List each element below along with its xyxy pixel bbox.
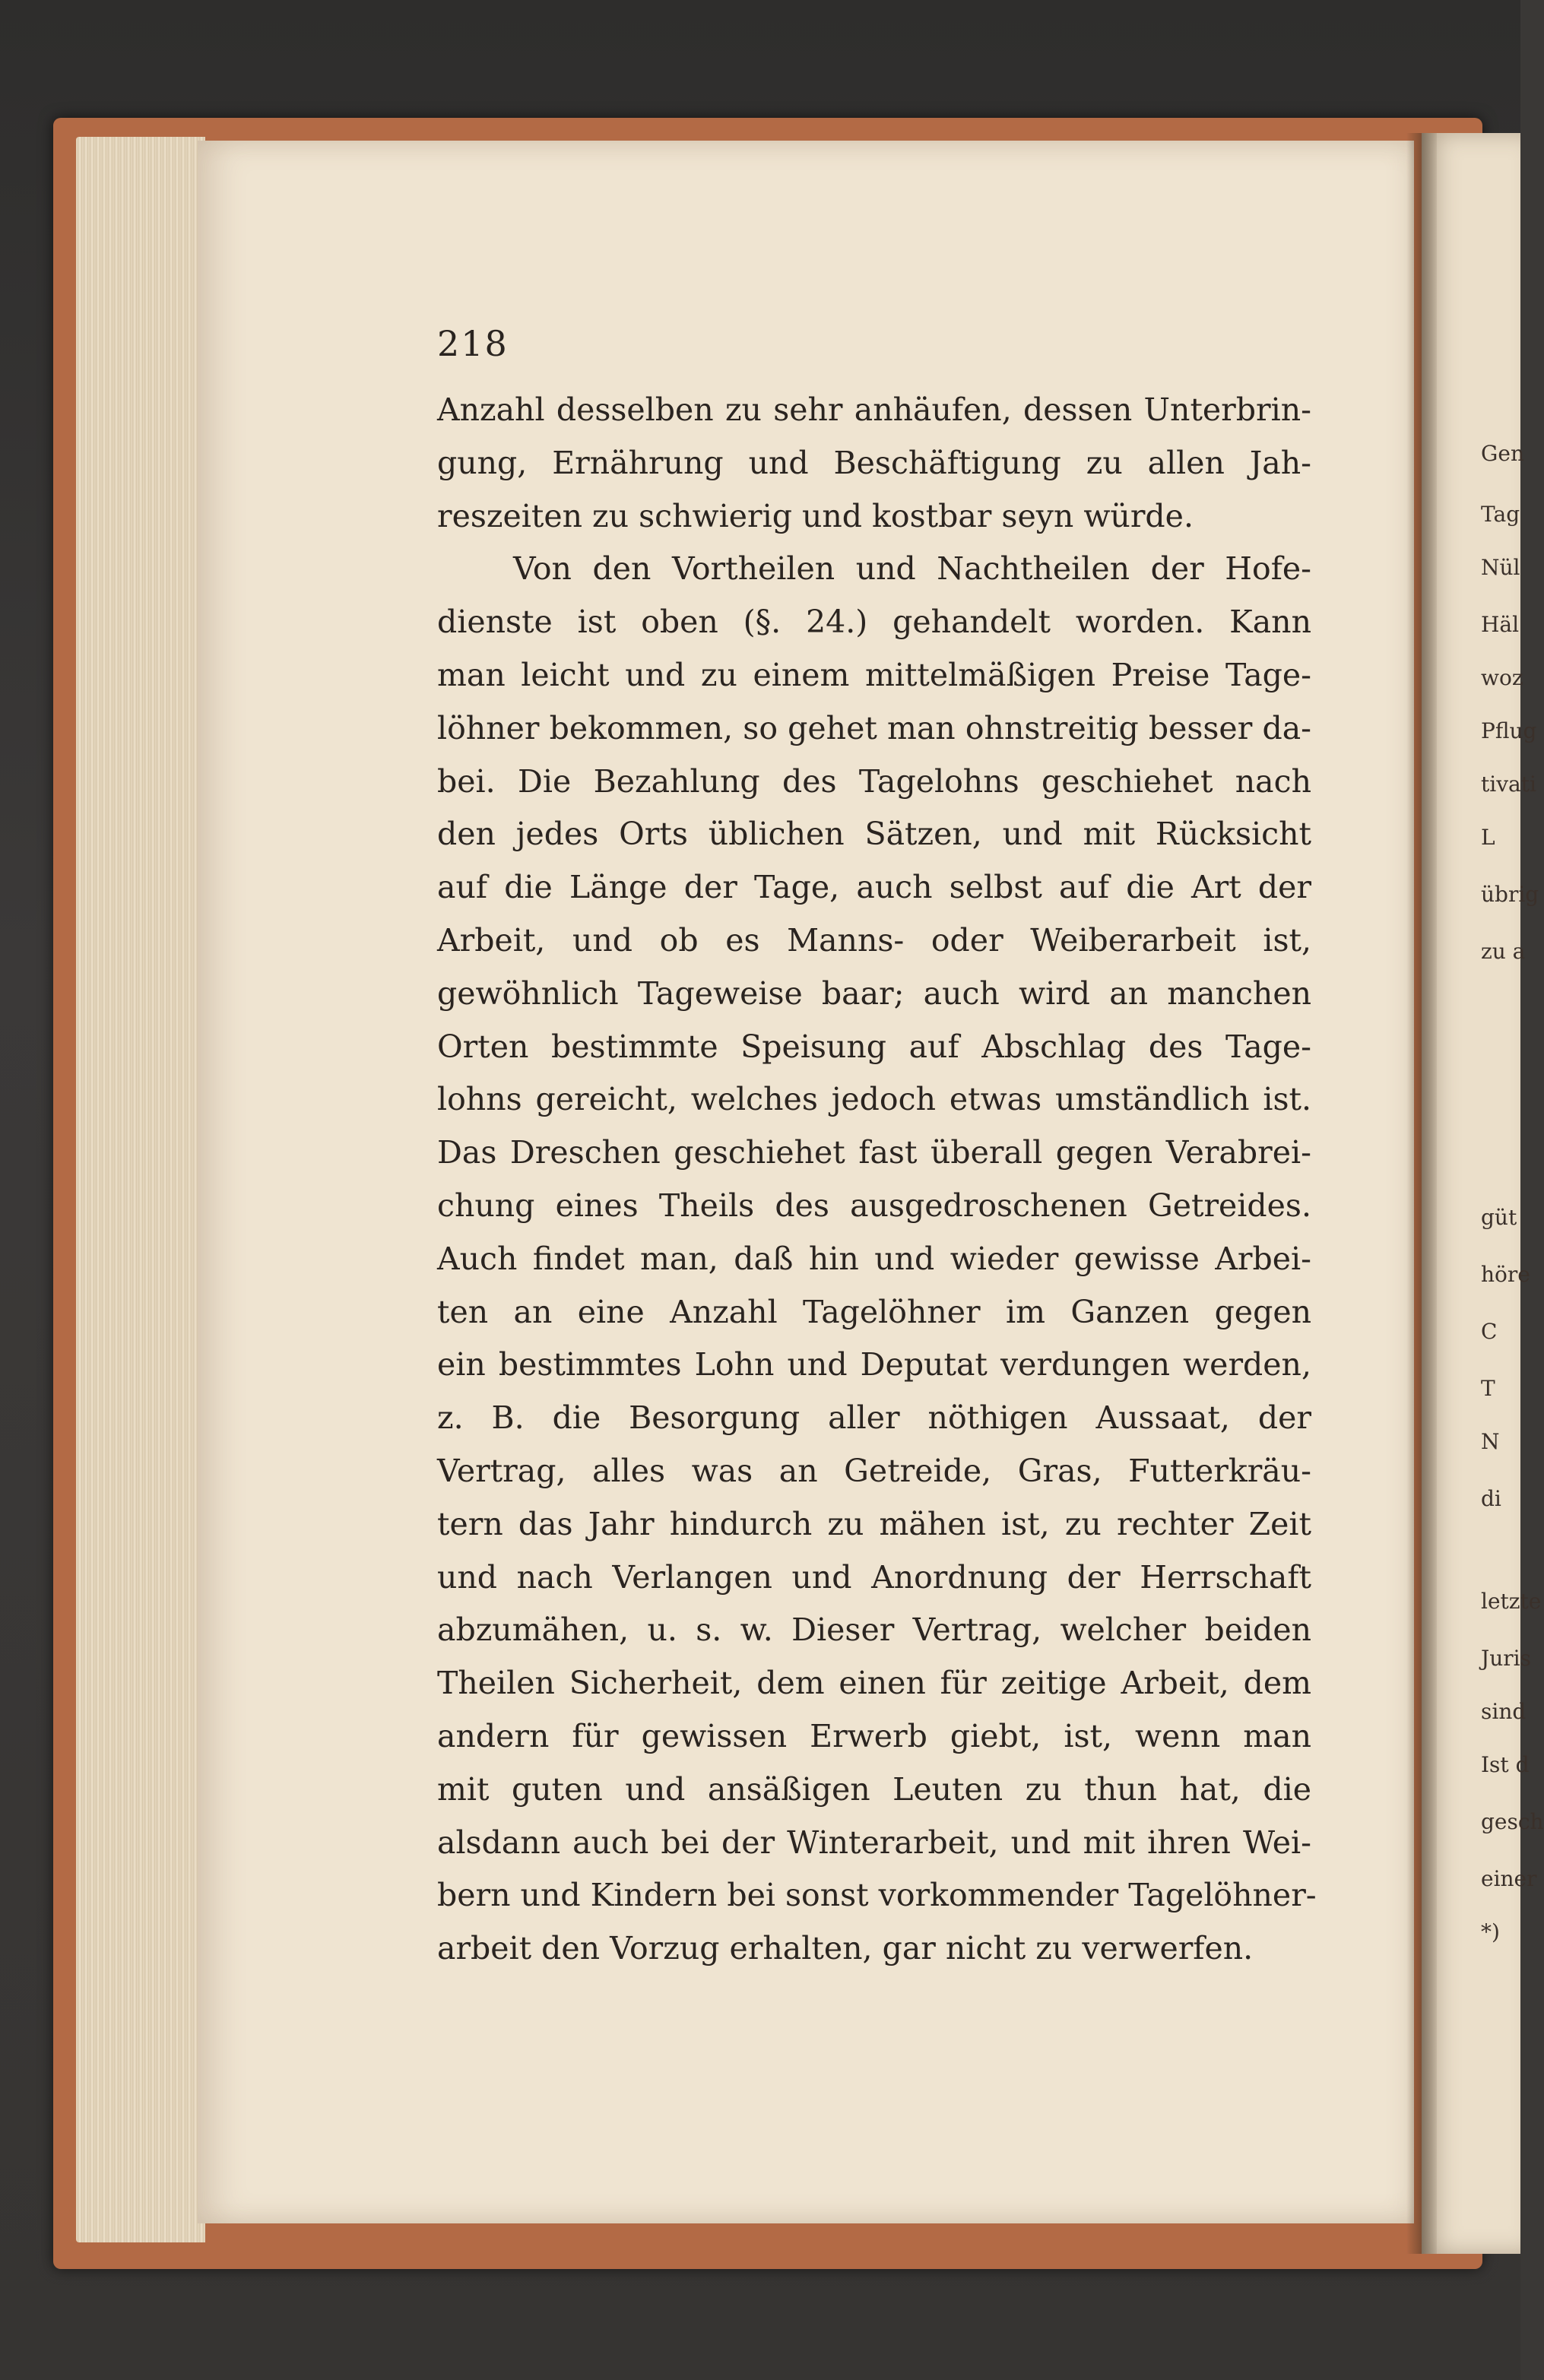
text-line: andern für gewissen Erwerb giebt, ist, wenn man bbox=[437, 1717, 1311, 1754]
text-line: chung eines Theils des ausgedroschenen Getreides. bbox=[437, 1187, 1311, 1224]
text-line: auf die Länge der Tage, auch selbst auf die Art der bbox=[437, 869, 1311, 906]
margin-fragment: L bbox=[1481, 825, 1495, 850]
margin-fragment: zu a bbox=[1481, 939, 1526, 964]
margin-fragment: *) bbox=[1481, 1919, 1500, 1944]
text-line: z. B. die Besorgung aller nöthigen Aussaat, der bbox=[437, 1399, 1311, 1437]
text-line: Arbeit, und ob es Manns- oder Weiberarbeit ist, bbox=[437, 921, 1311, 959]
page-number: 218 bbox=[437, 323, 509, 364]
text-line: Auch findet man, daß hin und wieder gewisse Arbei- bbox=[437, 1240, 1311, 1277]
text-line: gewöhnlich Tageweise baar; auch wird an manchen bbox=[437, 975, 1311, 1012]
margin-fragment: Juris bbox=[1481, 1646, 1531, 1671]
text-line: arbeit den Vorzug erhalten, gar nicht zu verwerfen. bbox=[437, 1930, 1254, 1967]
text-line: alsdann auch bei der Winterarbeit, und mit ihren Wei- bbox=[437, 1824, 1311, 1861]
margin-fragment: Ist d bbox=[1481, 1752, 1530, 1777]
margin-fragment: Tag bbox=[1481, 502, 1520, 527]
text-line: ten an eine Anzahl Tagelöhner im Ganzen gegen bbox=[437, 1293, 1311, 1330]
margin-fragment: T bbox=[1481, 1376, 1495, 1401]
body-text bbox=[437, 384, 1317, 1976]
margin-fragment: sind bbox=[1481, 1699, 1527, 1724]
gutter-shadow bbox=[1406, 133, 1437, 2254]
text-line: Das Dreschen geschiehet fast überall gegen Verabrei- bbox=[437, 1134, 1311, 1171]
margin-fragment: einer bbox=[1481, 1866, 1537, 1891]
text-line: den jedes Orts üblichen Sätzen, und mit Rücksicht bbox=[437, 816, 1311, 853]
text-line: mit guten und ansäßigen Leuten zu thun hat, die bbox=[437, 1770, 1311, 1808]
margin-fragment: Nül bbox=[1481, 555, 1520, 580]
text-line: löhner bekommen, so gehet man ohnstreitig besser da- bbox=[437, 709, 1311, 746]
margin-fragment: N bbox=[1481, 1429, 1500, 1454]
text-line: und nach Verlangen und Anordnung der Herrschaft bbox=[437, 1558, 1311, 1596]
margin-fragment: übrig bbox=[1481, 882, 1539, 907]
margin-fragment: C bbox=[1481, 1319, 1498, 1344]
text-line: Von den Vortheilen und Nachtheilen der Hofe- bbox=[513, 550, 1311, 588]
text-line: abzumähen, u. s. w. Dieser Vertrag, welcher beiden bbox=[437, 1611, 1311, 1649]
text-line: man leicht und zu einem mittelmäßigen Preise Tage- bbox=[437, 656, 1311, 693]
text-line: Vertrag, alles was an Getreide, Gras, Futterkräu- bbox=[437, 1452, 1311, 1489]
text-line: bei. Die Bezahlung des Tagelohns geschiehet nach bbox=[437, 762, 1311, 800]
margin-fragment: gesch bbox=[1481, 1809, 1544, 1834]
text-line: tern das Jahr hindurch zu mähen ist, zu rechter Zeit bbox=[437, 1505, 1311, 1542]
margin-fragment: di bbox=[1481, 1486, 1501, 1511]
text-line: dienste ist oben (§. 24.) gehandelt worden. Kann bbox=[437, 604, 1311, 641]
margin-fragment: höre bbox=[1481, 1262, 1530, 1287]
margin-fragment: Häl bbox=[1481, 612, 1520, 637]
text-line: Theilen Sicherheit, dem einen für zeitige Arbeit, dem bbox=[437, 1665, 1311, 1702]
margin-fragment: güt bbox=[1481, 1205, 1517, 1230]
margin-fragment: Gen bbox=[1481, 441, 1524, 466]
text-line: Orten bestimmte Speisung auf Abschlag des Tage- bbox=[437, 1028, 1311, 1065]
margin-fragment: tivati bbox=[1481, 772, 1536, 797]
text-line: reszeiten zu schwierig und kostbar seyn würde. bbox=[437, 497, 1194, 534]
text-line: lohns gereicht, welches jedoch etwas umständlich ist. bbox=[437, 1081, 1311, 1118]
text-line: gung, Ernährung und Beschäftigung zu allen Jah- bbox=[437, 444, 1311, 481]
text-line: Anzahl desselben zu sehr anhäufen, dessen Unterbrin- bbox=[437, 391, 1311, 428]
margin-fragment: letzte bbox=[1481, 1589, 1542, 1614]
margin-fragment: woz bbox=[1481, 665, 1523, 690]
text-line: ein bestimmtes Lohn und Deputat verdungen werden, bbox=[437, 1346, 1311, 1383]
page-edges bbox=[76, 137, 205, 2242]
margin-fragment: Pflug bbox=[1481, 718, 1537, 743]
text-line: bern und Kindern bei sonst vorkommender Tagelöhner- bbox=[437, 1877, 1317, 1914]
